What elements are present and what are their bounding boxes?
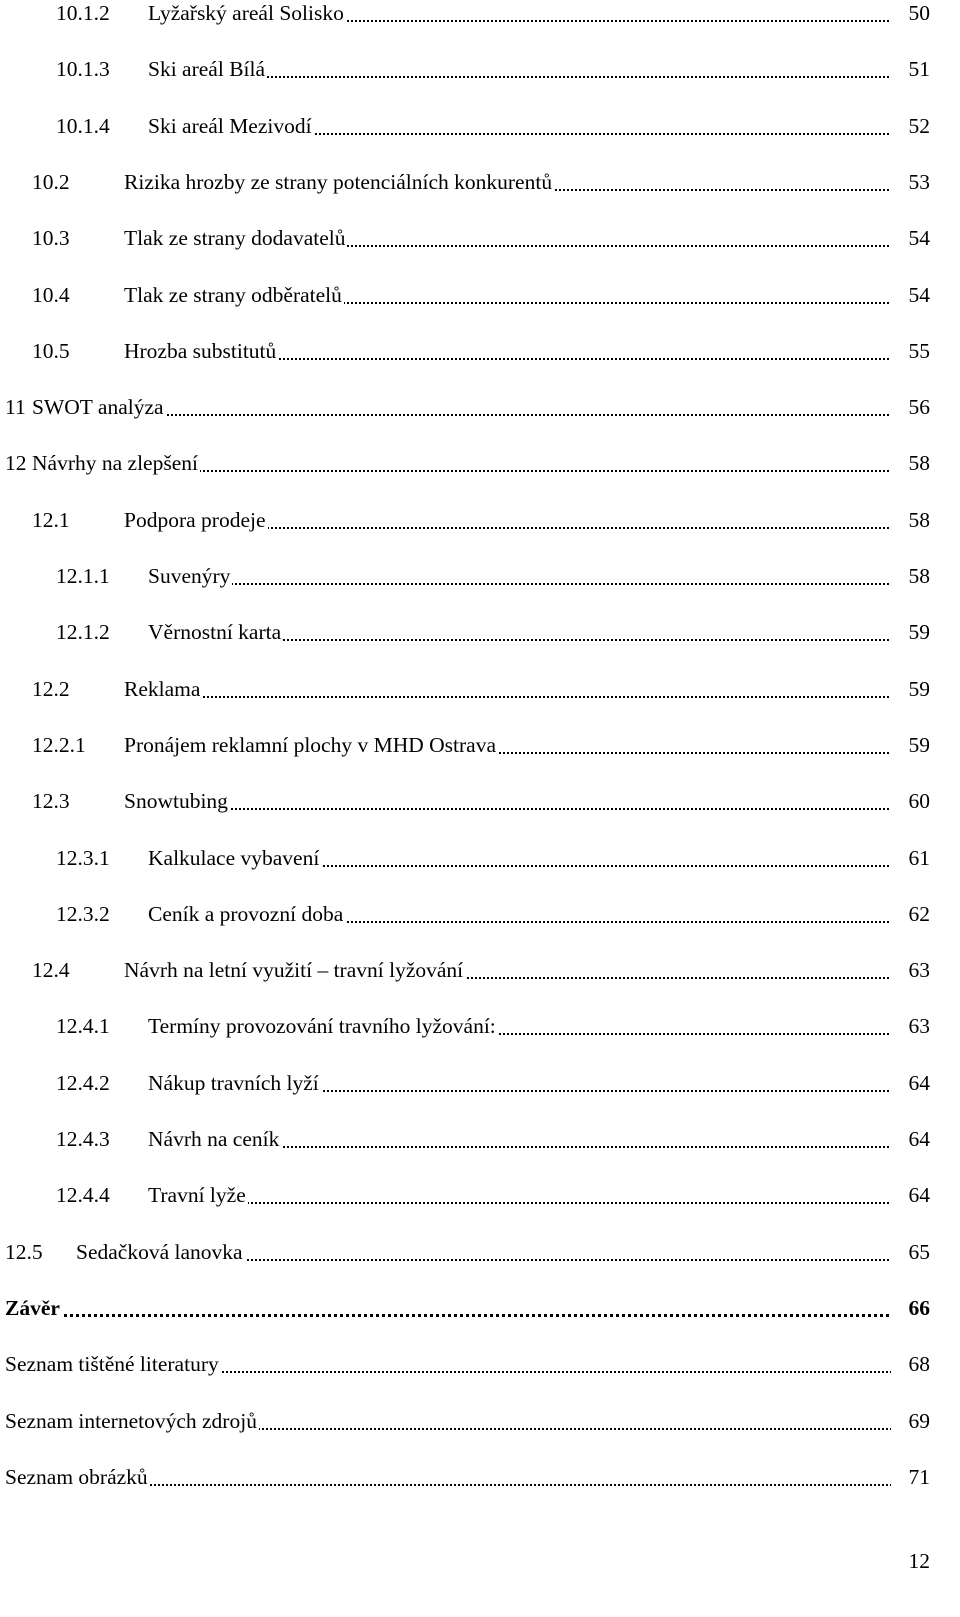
toc-entry-title bbox=[32, 389, 900, 425]
toc-entry-title-text: Sedačková lanovka bbox=[76, 1239, 243, 1264]
toc-entry-title-text: Návrh na ceník bbox=[148, 1127, 280, 1151]
toc-entry[interactable] bbox=[0, 51, 960, 87]
toc-entry[interactable] bbox=[0, 783, 960, 819]
toc-entry[interactable] bbox=[0, 1346, 960, 1382]
toc-entry-page: 63 bbox=[891, 952, 930, 988]
toc-entry-page: 54 bbox=[891, 277, 930, 313]
toc-entry-title-text: Hrozba substitutů bbox=[124, 338, 277, 363]
toc-entry[interactable] bbox=[0, 0, 960, 31]
toc-entry[interactable] bbox=[0, 1403, 960, 1439]
toc-entry-title bbox=[148, 1121, 900, 1157]
toc-entry-page: 51 bbox=[891, 51, 930, 87]
toc-entry[interactable] bbox=[0, 1459, 960, 1495]
toc-entry-title-text: Věrnostní karta bbox=[148, 620, 282, 645]
toc-entry[interactable] bbox=[0, 502, 960, 538]
toc-entry-title bbox=[148, 0, 900, 31]
toc-entry-title bbox=[5, 1290, 900, 1326]
toc-entry-title bbox=[148, 614, 900, 650]
toc-entry-number: 10.1.2 bbox=[56, 1, 110, 25]
toc-entry-page: 58 bbox=[891, 558, 930, 594]
toc-entry-number: 12.4.4 bbox=[56, 1183, 110, 1208]
toc-entry[interactable] bbox=[0, 333, 960, 369]
toc-entry-page: 52 bbox=[891, 108, 930, 144]
toc-entry-page: 65 bbox=[891, 1234, 930, 1270]
toc-entry-title bbox=[76, 1234, 900, 1270]
toc-entry-number: 10.1.3 bbox=[56, 57, 110, 82]
toc-entry-title bbox=[124, 783, 900, 819]
toc-entry-title bbox=[124, 220, 900, 256]
toc-entry-page: 61 bbox=[891, 840, 930, 876]
toc-entry-page: 64 bbox=[891, 1065, 930, 1101]
toc-entry-title-text: Návrh na letní využití – travní lyžování bbox=[124, 958, 464, 983]
toc-entry-number: 12.2 bbox=[32, 676, 70, 701]
toc-entry-page: 60 bbox=[891, 783, 930, 819]
toc-entry-title bbox=[124, 952, 900, 988]
toc-entry[interactable] bbox=[0, 108, 960, 144]
toc-entry-page: 58 bbox=[891, 502, 930, 538]
toc-entry[interactable] bbox=[0, 445, 960, 481]
toc-entry-title-text: Podpora prodeje bbox=[124, 507, 266, 532]
toc-entry-number: 12.4.3 bbox=[56, 1127, 110, 1151]
toc-entry-title-text: Nákup travních lyží bbox=[148, 1070, 319, 1095]
toc-entry[interactable] bbox=[0, 1234, 960, 1270]
toc-entry-title-text: Závěr bbox=[5, 1295, 60, 1320]
toc-entry-page: 63 bbox=[891, 1008, 930, 1044]
toc-entry-number: 12.4.1 bbox=[56, 1014, 110, 1039]
toc-entry-page: 66 bbox=[891, 1290, 930, 1326]
toc-entry[interactable] bbox=[0, 558, 960, 594]
toc-entry-number: 10.5 bbox=[32, 338, 70, 363]
toc-entry-title-text: Snowtubing bbox=[124, 789, 228, 814]
toc-entry[interactable] bbox=[0, 614, 960, 650]
toc-entry-title bbox=[124, 727, 900, 763]
toc-entry-number: 12.1.1 bbox=[56, 564, 110, 588]
toc-entry-page: 58 bbox=[891, 445, 930, 481]
toc-entry-number: 12.2.1 bbox=[32, 732, 86, 757]
toc-entry[interactable] bbox=[0, 277, 960, 313]
toc-entry-title bbox=[148, 558, 900, 594]
toc-entry[interactable] bbox=[0, 1177, 960, 1213]
toc-entry-title-text: Tlak ze strany odběratelů bbox=[124, 282, 342, 307]
toc-entry-title bbox=[5, 1346, 900, 1382]
toc-entry-title bbox=[124, 502, 900, 538]
toc-entry-number: 11 bbox=[5, 395, 26, 420]
toc-entry-title-text: Termíny provozování travního lyžování: bbox=[148, 1014, 496, 1039]
toc-entry-title-text: Ski areál Bílá bbox=[148, 57, 266, 82]
toc-entry[interactable] bbox=[0, 952, 960, 988]
toc-entry-title-text: Návrhy na zlepšení bbox=[32, 451, 198, 476]
toc-entry[interactable] bbox=[0, 220, 960, 256]
toc-entry-title-text: Suvenýry bbox=[148, 564, 231, 588]
toc-entry-title-text: Lyžařský areál Solisko bbox=[148, 1, 344, 25]
toc-entry-number: 12.3 bbox=[32, 789, 70, 814]
toc-entry[interactable] bbox=[0, 671, 960, 707]
toc-entry-number: 12.3.1 bbox=[56, 845, 110, 870]
toc-entry-title-text: Seznam obrázků bbox=[5, 1464, 148, 1489]
toc-entry-title bbox=[148, 1177, 900, 1213]
toc-entry-title bbox=[148, 1065, 900, 1101]
page-number: 12 bbox=[908, 1549, 930, 1573]
toc-entry-page: 53 bbox=[891, 164, 930, 200]
toc-entry-title-text: Tlak ze strany dodavatelů bbox=[124, 226, 346, 251]
toc-entry-title bbox=[148, 51, 900, 87]
toc-entry-page: 64 bbox=[891, 1121, 930, 1157]
toc-entry-title bbox=[148, 840, 900, 876]
toc-entry-title-text: Travní lyže bbox=[148, 1183, 246, 1208]
toc-entry-page: 59 bbox=[891, 727, 930, 763]
toc-entry-number: 12.3.2 bbox=[56, 901, 110, 926]
toc-entry-title-text: Kalkulace vybavení bbox=[148, 845, 320, 870]
toc-entry-page: 50 bbox=[891, 0, 930, 31]
toc-entry-title-text: SWOT analýza bbox=[32, 395, 164, 420]
toc-entry-title bbox=[124, 671, 900, 707]
toc-entry-page: 62 bbox=[891, 896, 930, 932]
toc-entry-page: 68 bbox=[891, 1346, 930, 1382]
toc-entry-number: 10.4 bbox=[32, 282, 70, 307]
toc-entry-title-text: Rizika hrozby ze strany potenciálních konkurentů bbox=[124, 169, 553, 194]
toc-entry-title bbox=[148, 896, 900, 932]
toc-entry-page: 64 bbox=[891, 1177, 930, 1213]
toc-entry-title bbox=[5, 1403, 900, 1439]
toc-entry[interactable] bbox=[0, 727, 960, 763]
toc-entry-number: 10.3 bbox=[32, 226, 70, 251]
toc-entry-number: 12.1.2 bbox=[56, 620, 110, 645]
toc-entry-page: 56 bbox=[891, 389, 930, 425]
toc-entry-number: 12.4.2 bbox=[56, 1070, 110, 1095]
toc-entry[interactable] bbox=[0, 164, 960, 200]
toc-entry-title bbox=[124, 164, 900, 200]
toc-entry-title-text: Ceník a provozní doba bbox=[148, 901, 344, 926]
toc-entry-title bbox=[148, 108, 900, 144]
toc-entry-title-text: Pronájem reklamní plochy v MHD Ostrava bbox=[124, 732, 496, 757]
toc-entry-title bbox=[124, 277, 900, 313]
toc-entry[interactable] bbox=[0, 1008, 960, 1044]
toc-entry-title-text: Seznam tištěné literatury bbox=[5, 1352, 219, 1377]
toc-entry-number: 10.1.4 bbox=[56, 113, 110, 138]
toc-entry[interactable] bbox=[0, 1121, 960, 1157]
toc-entry[interactable] bbox=[0, 1290, 960, 1326]
toc-entry-title bbox=[5, 1459, 900, 1495]
toc-entry-title bbox=[148, 1008, 900, 1044]
toc-entry-title bbox=[32, 445, 900, 481]
toc-entry-title-text: Ski areál Mezivodí bbox=[148, 113, 312, 138]
toc-entry-page: 54 bbox=[891, 220, 930, 256]
toc-entry-title-text: Reklama bbox=[124, 676, 201, 701]
toc-entry-title-text: Seznam internetových zdrojů bbox=[5, 1408, 257, 1433]
toc-entry-page: 69 bbox=[891, 1403, 930, 1439]
toc-entry-page: 59 bbox=[891, 614, 930, 650]
toc-entry[interactable] bbox=[0, 1065, 960, 1101]
toc-entry-page: 71 bbox=[891, 1459, 930, 1495]
toc-entry-number: 10.2 bbox=[32, 169, 70, 194]
toc-entry-number: 12.4 bbox=[32, 958, 70, 983]
toc-entry-number: 12.5 bbox=[5, 1239, 43, 1264]
toc-entry-number: 12.1 bbox=[32, 507, 70, 532]
toc-entry[interactable] bbox=[0, 389, 960, 425]
toc-entry-title bbox=[124, 333, 900, 369]
toc-entry-page: 55 bbox=[891, 333, 930, 369]
toc-entry-number: 12 bbox=[5, 451, 27, 476]
toc-entry[interactable] bbox=[0, 896, 960, 932]
toc-entry[interactable] bbox=[0, 840, 960, 876]
toc-entry-page: 59 bbox=[891, 671, 930, 707]
